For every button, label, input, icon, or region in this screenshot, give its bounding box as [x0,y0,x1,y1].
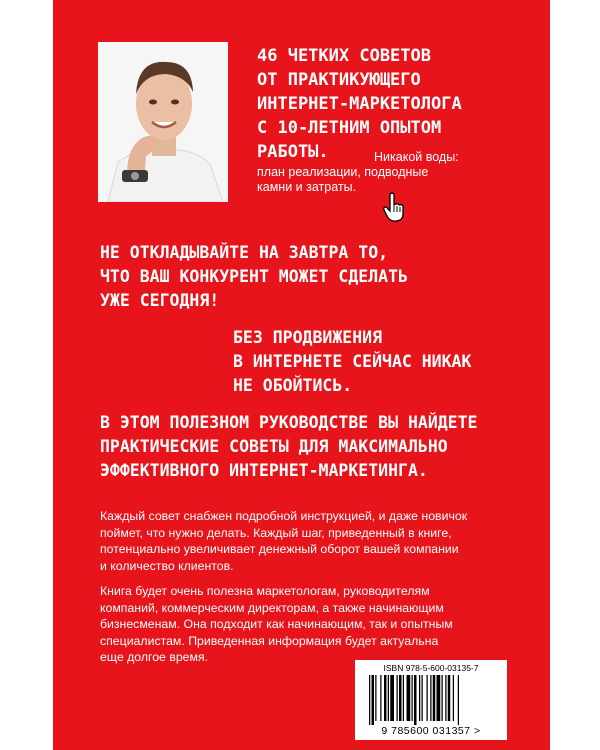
barcode-bar [403,675,404,721]
barcode-bar [407,675,411,721]
barcode-bar [375,675,376,721]
paragraph-line: еще долгое время. [100,650,209,664]
headline-line: ИНТЕРНЕТ-МАРКЕТОЛОГА [257,94,462,114]
barcode-bar [372,675,375,725]
headline-line: С 10-ЛЕТНИМ ОПЫТОМ [257,118,442,138]
note-line: камни и затраты. [257,180,357,194]
barcode-bar [442,675,443,721]
quote-line: УЖЕ СЕГОДНЯ! [100,291,220,310]
barcode-bar [437,675,441,721]
barcode-bar [445,675,446,721]
barcode-bar [399,675,402,721]
isbn-barcode [355,660,507,740]
description-paragraph-2 [100,583,520,666]
quote-line: ЧТО ВАШ КОНКУРЕНТ МОЖЕТ СДЕЛАТЬ [100,267,408,286]
quote-guide [100,411,478,483]
book-back-cover [53,0,550,750]
note-line: план реализации, подводные [257,165,429,179]
paragraph-line: Каждый совет снабжен подробной инструкцией, и даже новичок [100,509,468,523]
quote-line: ЭФФЕКТИВНОГО ИНТЕРНЕТ-МАРКЕТИНГА. [100,461,428,480]
barcode-bar [427,675,428,721]
note-line: Никакой воды: [374,150,459,164]
barcode-bar [390,675,394,721]
headline [257,44,517,164]
description-paragraph-1 [100,508,520,574]
tagline-note [257,150,517,195]
barcode-bar [369,675,370,725]
barcode-bar [419,675,420,721]
paragraph-line: и количество клиентов. [100,558,234,573]
ean-number: 9 785600 031357 > [381,725,481,737]
barcode-bar [388,675,389,721]
barcode-bar [458,675,459,725]
barcode-bar [397,675,398,721]
barcode-bar [380,675,381,721]
barcode-bar [433,675,436,721]
barcode-bar [384,675,387,721]
barcode-bars [367,675,495,725]
paragraph-line: компаний, коммерческим директорам, а также начинающим [100,600,444,615]
paragraph-line: потенциально увеличивает денежный оборот вашей компании [100,542,459,556]
barcode-bar [448,675,451,721]
barcode-bar [430,675,431,721]
barcode-bar [414,675,417,725]
quote-line: В ЭТОМ ПОЛЕЗНОМ РУКОВОДСТВЕ ВЫ НАЙДЕТЕ [100,413,478,432]
quote-line: БЕЗ ПРОДВИЖЕНИЯ [233,328,383,347]
quote-line: НЕ ОТКЛАДЫВАЙТЕ НА ЗАВТРА ТО, [100,243,389,262]
barcode-bar [453,675,454,721]
quote-line: В ИНТЕРНЕТЕ СЕЙЧАС НИКАК [233,352,472,371]
paragraph-line: специалистам. Приведенная информация будет актуальна [100,633,439,648]
quote-promotion [233,326,471,398]
paragraph-line: бизнесменам. Она подходит как начинающим, так и опытным [100,617,453,631]
headline-line: 46 ЧЕТКИХ СОВЕТОВ [257,46,431,66]
quote-competitor [100,241,408,313]
hand-pointer-icon [383,192,405,222]
isbn-number: ISBN 978-5-600-03135-7 [383,663,479,673]
headline-line: ОТ ПРАКТИКУЮЩЕГО [257,70,421,90]
quote-line: НЕ ОБОЙТИСЬ. [233,376,353,395]
barcode-bar [422,675,423,721]
headline-line: РАБОТЫ. [257,142,329,162]
quote-line: ПРАКТИЧЕСКИЕ СОВЕТЫ ДЛЯ МАКСИМАЛЬНО [100,437,448,456]
paragraph-line: поймет, что нужно делать. Каждый шаг, приведенный в книге, [100,525,452,540]
paragraph-line: Книга будет очень полезна маркетологам, руководителям [100,584,430,598]
barcode-bar [412,675,413,721]
author-photo [98,42,228,202]
